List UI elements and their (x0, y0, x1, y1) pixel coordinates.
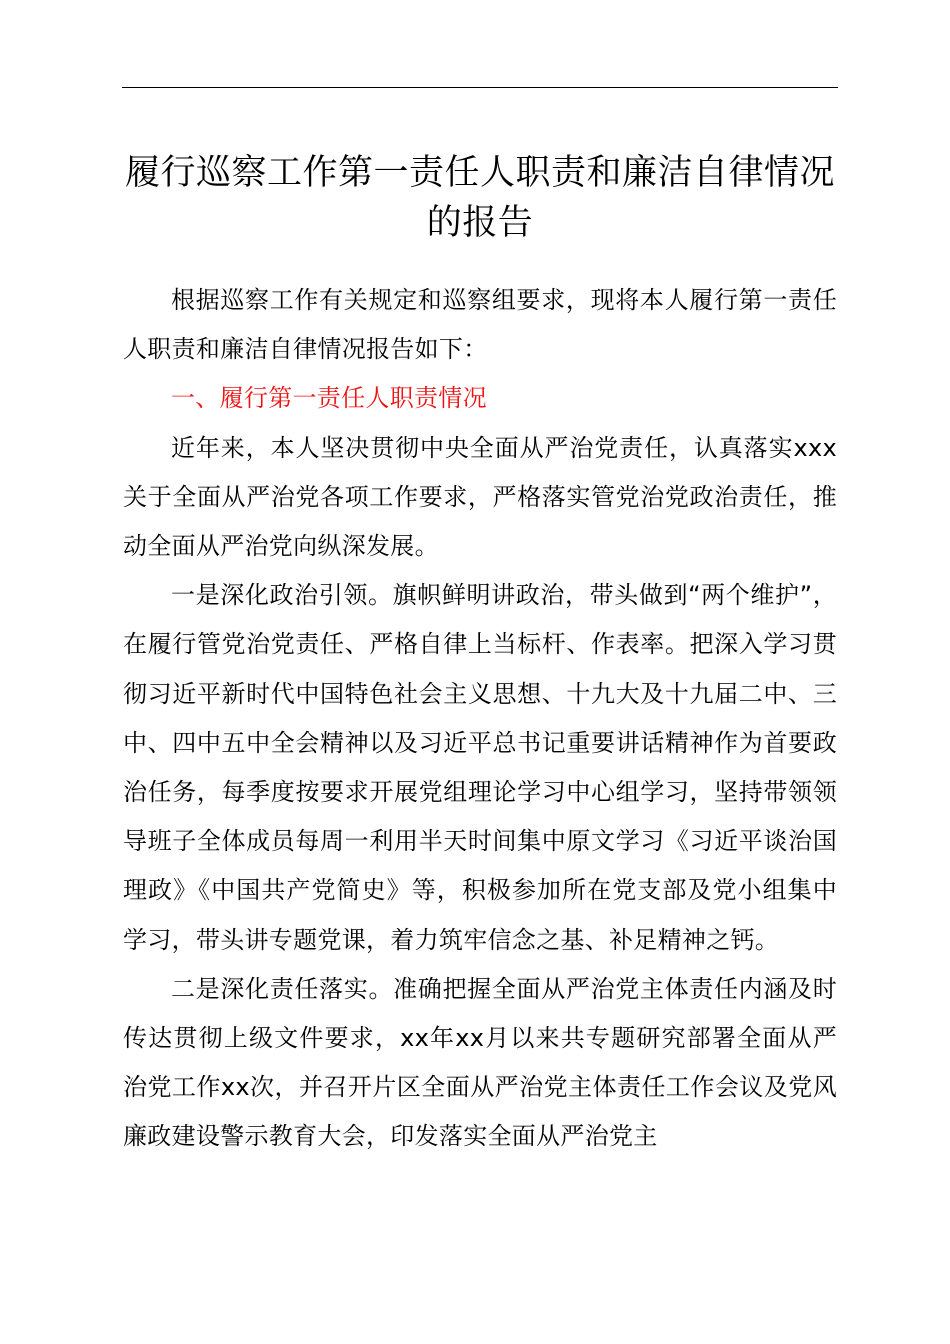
body-paragraph: 二是深化责任落实。准确把握全面从严治党主体责任内涵及时传达贯彻上级文件要求，xx年xx月以来共专题研究部署全面从严治党工作xx次，并召开片区全面从严治党主体责任工作会议及党风廉政建设警示教育大会，印发落实全面从严治党主 (123, 974, 837, 1151)
section-heading: 一、履行第一责任人职责情况 (171, 384, 487, 413)
title-line-1: 履行巡察工作第一责任人职责和廉洁自律情况 (124, 153, 835, 193)
intro-paragraph: 根据巡察工作有关规定和巡察组要求，现将本人履行第一责任人职责和廉洁自律情况报告如下： (123, 286, 837, 364)
header-rule (122, 87, 838, 88)
title-line-2: 的报告 (426, 203, 534, 243)
body-paragraph: 近年来，本人坚决贯彻中央全面从严治党责任，认真落实xxx关于全面从严治党各项工作要求，严格落实管党治党政治责任，推动全面从严治党向纵深发展。 (123, 433, 837, 561)
body-paragraph: 一是深化政治引领。旗帜鲜明讲政治，带头做到“两个维护”，在履行管党治党责任、严格自律上当标杆、作表率。把深入学习贯彻习近平新时代中国特色社会主义思想、十九大及十九届二中、三中、四中五中全会精神以及习近平总书记重要讲话精神作为首要政治任务，每季度按要求开展党组理论学习中心组学习，坚持带领领导班子全体成员每周一利用半天时间集中原文学习《习近平谈治国理政》《中国共产党简史》等，积极参加所在党支部及党小组集中学习，带头讲专题党课，着力筑牢信念之基、补足精神之钙。 (123, 581, 837, 954)
document-body (123, 276, 837, 1162)
document-title (120, 148, 840, 248)
